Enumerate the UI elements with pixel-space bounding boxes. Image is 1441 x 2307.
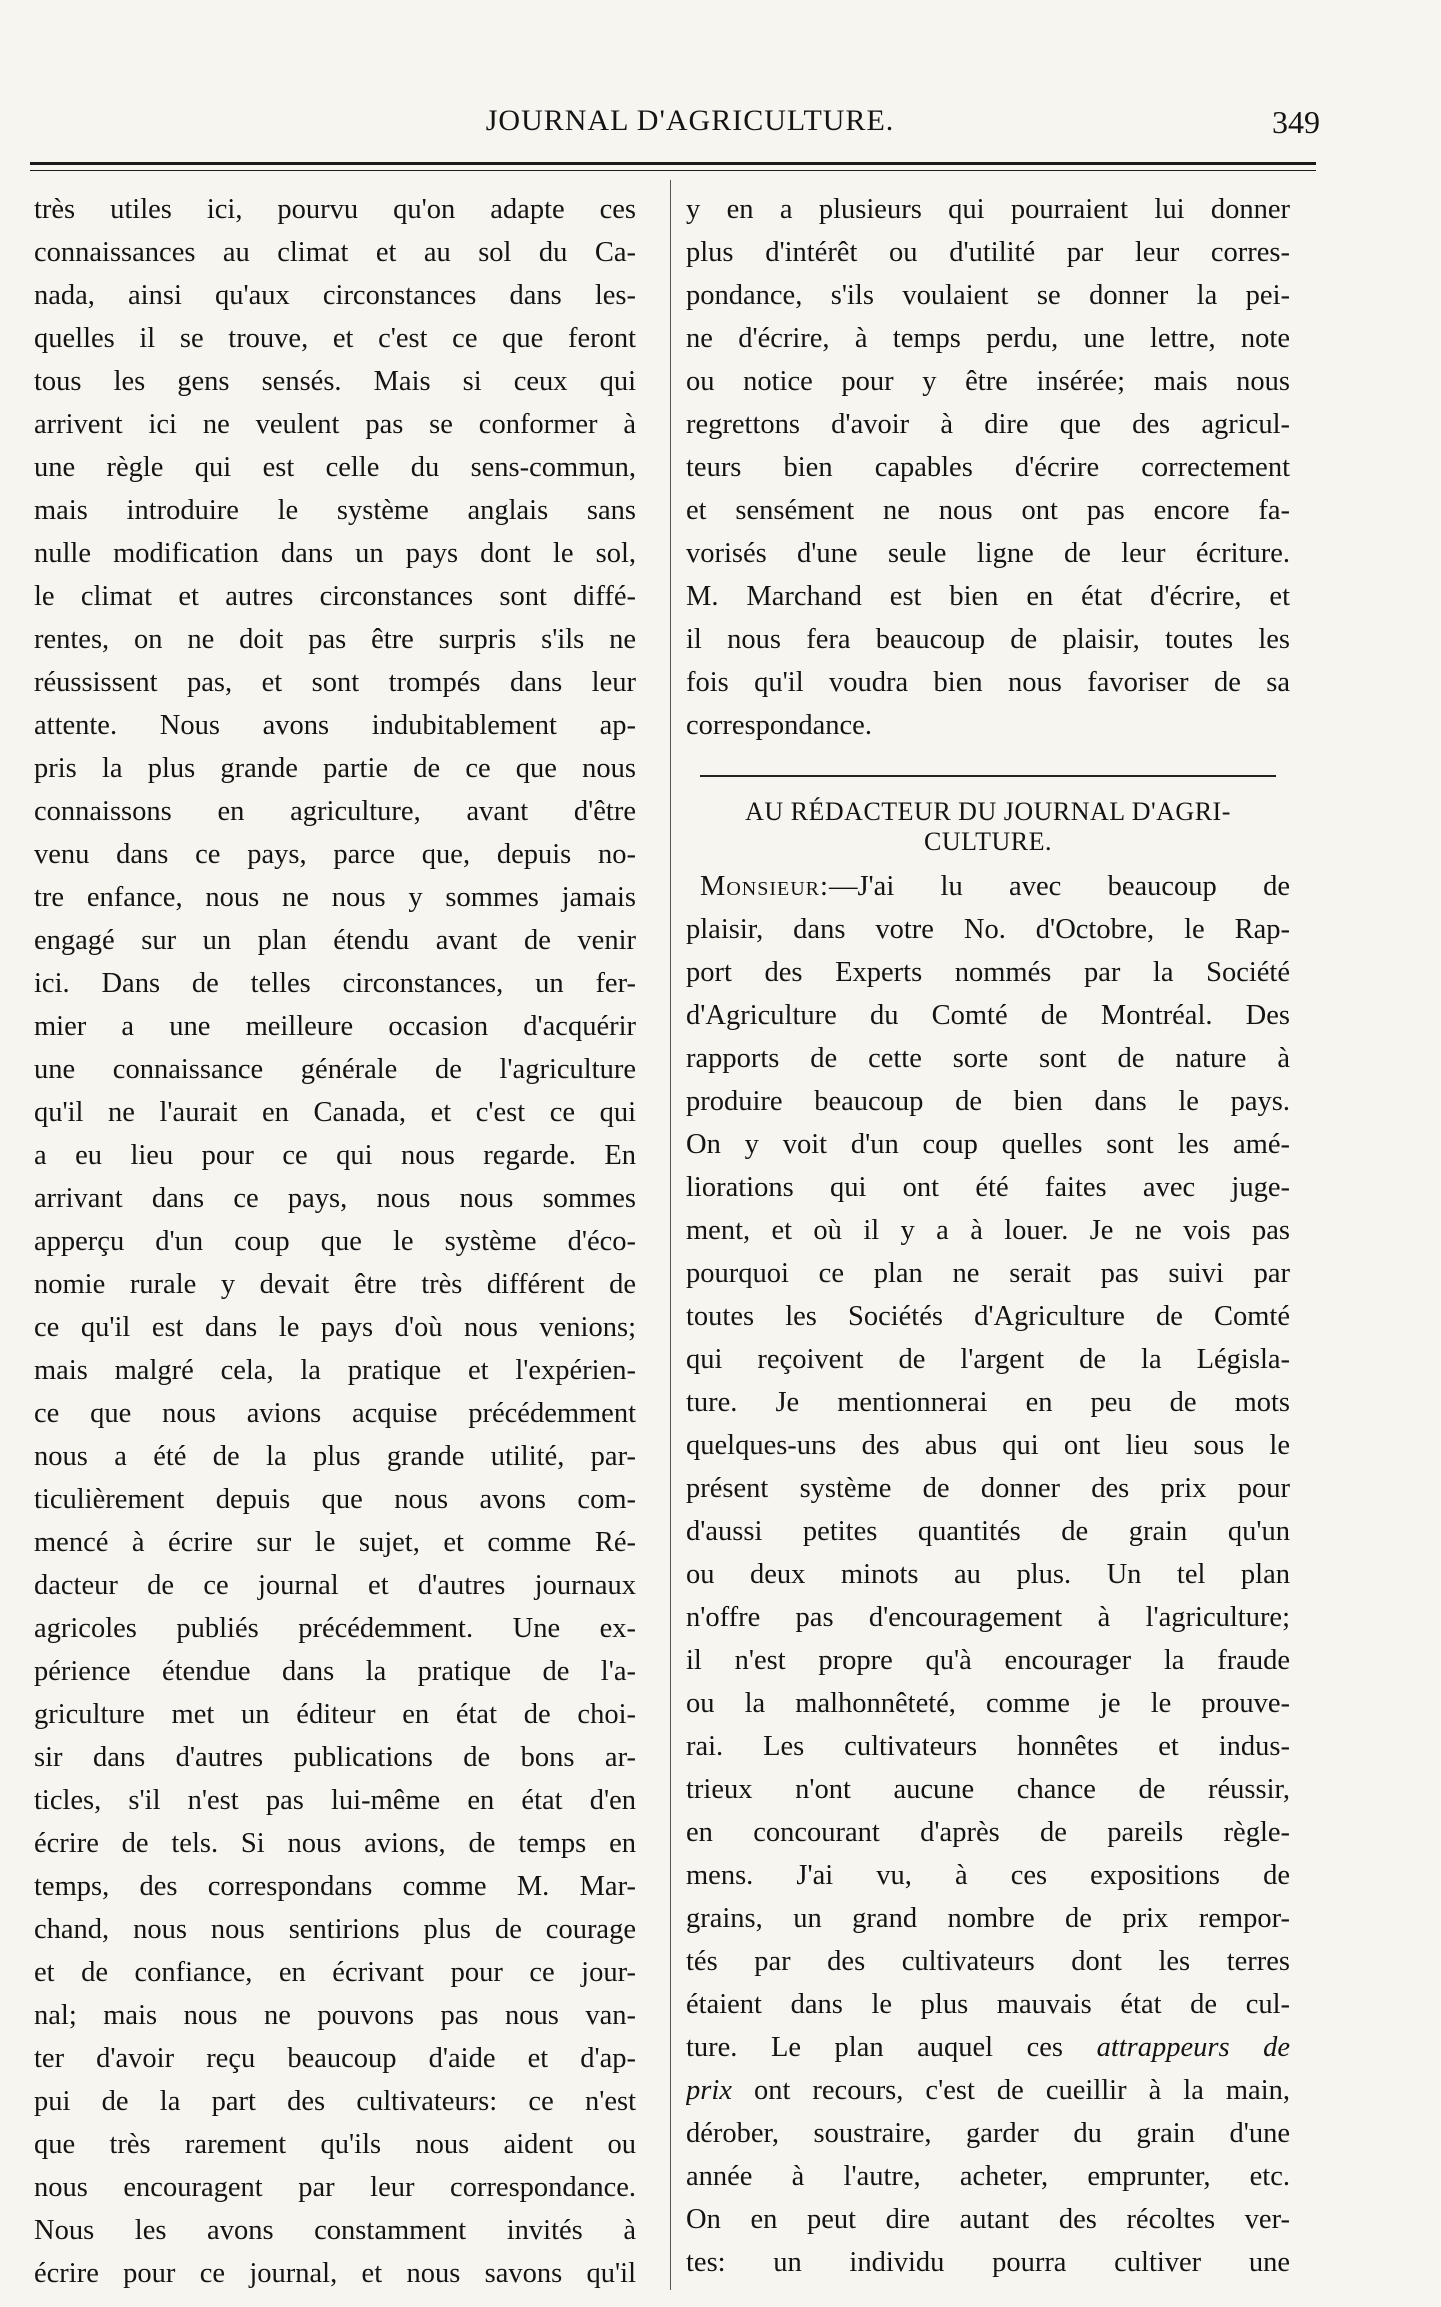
text-line: et de confiance, en écrivant pour ce jour- <box>34 1957 636 1988</box>
text-line: nous encouragent par leur correspondance. <box>34 2172 636 2203</box>
text-line: d'aussi petites quantités de grain qu'un <box>686 1516 1290 1547</box>
letter-heading-line-1: AU RÉDACTEUR DU JOURNAL D'AGRI- <box>745 797 1231 826</box>
text-fragment: ture. Le plan auquel ces <box>686 2032 1097 2063</box>
text-line: présent système de donner des prix pour <box>686 1473 1290 1504</box>
text-line: périence étendue dans la pratique de l'a- <box>34 1656 636 1687</box>
text-line: sir dans d'autres publications de bons ar- <box>34 1742 636 1773</box>
text-line: nomie rurale y devait être très différent de <box>34 1269 636 1300</box>
text-line: ment, et où il y a à louer. Je ne vois pas <box>686 1215 1290 1246</box>
text-line: très utiles ici, pourvu qu'on adapte ces <box>34 194 636 225</box>
text-line: une connaissance générale de l'agriculture <box>34 1054 636 1085</box>
text-line: rai. Les cultivateurs honnêtes et indus- <box>686 1731 1290 1762</box>
text-line: ou notice pour y être insérée; mais nous <box>686 366 1290 397</box>
text-line: que très rarement qu'ils nous aident ou <box>34 2129 636 2160</box>
text-line: M. Marchand est bien en état d'écrire, et <box>686 581 1290 612</box>
opening-text: —J'ai lu avec beaucoup de <box>828 871 1290 902</box>
text-line: quelques-uns des abus qui ont lieu sous le <box>686 1430 1290 1461</box>
text-line: dérober, soustraire, garder du grain d'une <box>686 2118 1290 2149</box>
text-line: pui de la part des cultivateurs: ce n'est <box>34 2086 636 2117</box>
text-line: en concourant d'après de pareils règle- <box>686 1817 1290 1848</box>
text-line: y en a plusieurs qui pourraient lui donner <box>686 194 1290 225</box>
text-line: mais introduire le système anglais sans <box>34 495 636 526</box>
text-line: grains, un grand nombre de prix rempor- <box>686 1903 1290 1934</box>
letter-opening-line <box>686 865 1290 908</box>
text-line: mens. J'ai vu, à ces expositions de <box>686 1860 1290 1891</box>
text-line: On en peut dire autant des récoltes ver- <box>686 2204 1290 2235</box>
text-line: correspondance. <box>686 710 872 741</box>
text-line: plus d'intérêt ou d'utilité par leur corres- <box>686 237 1290 268</box>
text-line: ture. Je mentionnerai en peu de mots <box>686 1387 1290 1418</box>
text-line: rapports de cette sorte sont de nature à <box>686 1043 1290 1074</box>
text-line: nal; mais nous ne pouvons pas nous van- <box>34 2000 636 2031</box>
text-line: réussissent pas, et sont trompés dans leur <box>34 667 636 698</box>
letter-body <box>686 908 1290 2026</box>
text-line: écrire pour ce journal, et nous savons qu'il <box>34 2258 636 2289</box>
text-line: mais malgré cela, la pratique et l'expérien- <box>34 1355 636 1386</box>
text-line: dacteur de ce journal et d'autres journaux <box>34 1570 636 1601</box>
text-line: agricoles publiés précédemment. Une ex- <box>34 1613 636 1644</box>
text-line: tre enfance, nous ne nous y sommes jamais <box>34 882 636 913</box>
text-line: arrivant dans ce pays, nous nous sommes <box>34 1183 636 1214</box>
text-line: qui reçoivent de l'argent de la Législa- <box>686 1344 1290 1375</box>
letter-body-end <box>686 2112 1290 2284</box>
text-line: plaisir, dans votre No. d'Octobre, le Rap- <box>686 914 1290 945</box>
text-line: regrettons d'avoir à dire que des agricul- <box>686 409 1290 440</box>
text-line: ici. Dans de telles circonstances, un fer- <box>34 968 636 999</box>
text-line: temps, des correspondans comme M. Mar- <box>34 1871 636 1902</box>
text-line: vorisés d'une seule ligne de leur écriture. <box>686 538 1290 569</box>
text-line: le climat et autres circonstances sont diffé- <box>34 581 636 612</box>
text-line: il n'est propre qu'à encourager la fraude <box>686 1645 1290 1676</box>
text-line: liorations qui ont été faites avec juge- <box>686 1172 1290 1203</box>
text-line: venu dans ce pays, parce que, depuis no- <box>34 839 636 870</box>
text-line: teurs bien capables d'écrire correctement <box>686 452 1290 483</box>
text-line: apperçu d'un coup que le système d'éco- <box>34 1226 636 1257</box>
text-line: pondance, s'ils voulaient se donner la pei- <box>686 280 1290 311</box>
editor-note-continuation <box>686 188 1290 747</box>
text-line: ou la malhonnêteté, comme je le prouve- <box>686 1688 1290 1719</box>
text-line: pris la plus grande partie de ce que nous <box>34 753 636 784</box>
text-line: année à l'autre, acheter, emprunter, etc. <box>686 2161 1290 2192</box>
left-column <box>34 188 636 2295</box>
text-line: tés par des cultivateurs dont les terres <box>686 1946 1290 1977</box>
italic-word: prix <box>686 2075 732 2106</box>
text-line: étaient dans le plus mauvais état de cul- <box>686 1989 1290 2020</box>
text-line: nous a été de la plus grande utilité, par- <box>34 1441 636 1472</box>
text-line: d'Agriculture du Comté de Montréal. Des <box>686 1000 1290 1031</box>
text-line: ticulièrement depuis que nous avons com- <box>34 1484 636 1515</box>
right-column <box>686 188 1290 2284</box>
journal-title: JOURNAL D'AGRICULTURE. <box>485 104 895 137</box>
text-line: quelles il se trouve, et c'est ce que feront <box>34 323 636 354</box>
text-line: ce qu'il est dans le pays d'où nous venions; <box>34 1312 636 1343</box>
text-line: chand, nous nous sentirions plus de courage <box>34 1914 636 1945</box>
text-line: écrire de tels. Si nous avions, de temps en <box>34 1828 636 1859</box>
text-line: griculture met un éditeur en état de choi- <box>34 1699 636 1730</box>
text-line: produire beaucoup de bien dans le pays. <box>686 1086 1290 1117</box>
text-line: fois qu'il voudra bien nous favoriser de sa <box>686 667 1290 698</box>
text-line: rentes, on ne doit pas être surpris s'ils ne <box>34 624 636 655</box>
text-fragment: ont recours, c'est de cueillir à la main, <box>731 2075 1290 2106</box>
text-line: nulle modification dans un pays dont le sol, <box>34 538 636 569</box>
header-rule-thick <box>30 162 1316 165</box>
text-line: attente. Nous avons indubitablement ap- <box>34 710 636 741</box>
text-line: il nous fera beaucoup de plaisir, toutes les <box>686 624 1290 655</box>
letter-line-italic <box>686 2026 1290 2069</box>
text-line: connaissons en agriculture, avant d'être <box>34 796 636 827</box>
text-line: engagé sur un plan étendu avant de venir <box>34 925 636 956</box>
text-line: ou deux minots au plus. Un tel plan <box>686 1559 1290 1590</box>
running-header <box>30 104 1320 154</box>
text-line: Nous les avons constamment invités à <box>34 2215 636 2246</box>
text-line: ne d'écrire, à temps perdu, une lettre, note <box>686 323 1290 354</box>
text-line: qu'il ne l'aurait en Canada, et c'est ce qui <box>34 1097 636 1128</box>
text-line: trieux n'ont aucune chance de réussir, <box>686 1774 1290 1805</box>
text-line: mencé à écrire sur le sujet, et comme Ré- <box>34 1527 636 1558</box>
text-line: et sensément ne nous ont pas encore fa- <box>686 495 1290 526</box>
text-line: ter d'avoir reçu beaucoup d'aide et d'ap- <box>34 2043 636 2074</box>
text-line: ticles, s'il n'est pas lui-même en état d'en <box>34 1785 636 1816</box>
text-line: a eu lieu pour ce qui nous regarde. En <box>34 1140 636 1171</box>
text-line: tous les gens sensés. Mais si ceux qui <box>34 366 636 397</box>
letter-heading-line-2: CULTURE. <box>924 827 1052 856</box>
text-line: port des Experts nommés par la Société <box>686 957 1290 988</box>
salutation: Monsieur: <box>700 871 829 902</box>
text-line: n'offre pas d'encouragement à l'agriculture; <box>686 1602 1290 1633</box>
column-divider <box>670 180 671 2290</box>
letter-line-italic-2 <box>686 2069 1290 2112</box>
text-line: connaissances au climat et au sol du Ca- <box>34 237 636 268</box>
header-rule-thin <box>30 170 1316 171</box>
italic-phrase: attrappeurs de <box>1096 2032 1290 2063</box>
text-line: mier a une meilleure occasion d'acquérir <box>34 1011 636 1042</box>
text-line: une règle qui est celle du sens-commun, <box>34 452 636 483</box>
text-line: arrivent ici ne veulent pas se conformer à <box>34 409 636 440</box>
text-line: ce que nous avions acquise précédemment <box>34 1398 636 1429</box>
text-line: pourquoi ce plan ne serait pas suivi par <box>686 1258 1290 1289</box>
text-line: toutes les Sociétés d'Agriculture de Comté <box>686 1301 1290 1332</box>
text-line: tes: un individu pourra cultiver une <box>686 2247 1290 2278</box>
text-line: On y voit d'un coup quelles sont les amé- <box>686 1129 1290 1160</box>
section-divider <box>700 775 1276 777</box>
text-line: nada, ainsi qu'aux circonstances dans les- <box>34 280 636 311</box>
page-number: 349 <box>1272 104 1320 140</box>
